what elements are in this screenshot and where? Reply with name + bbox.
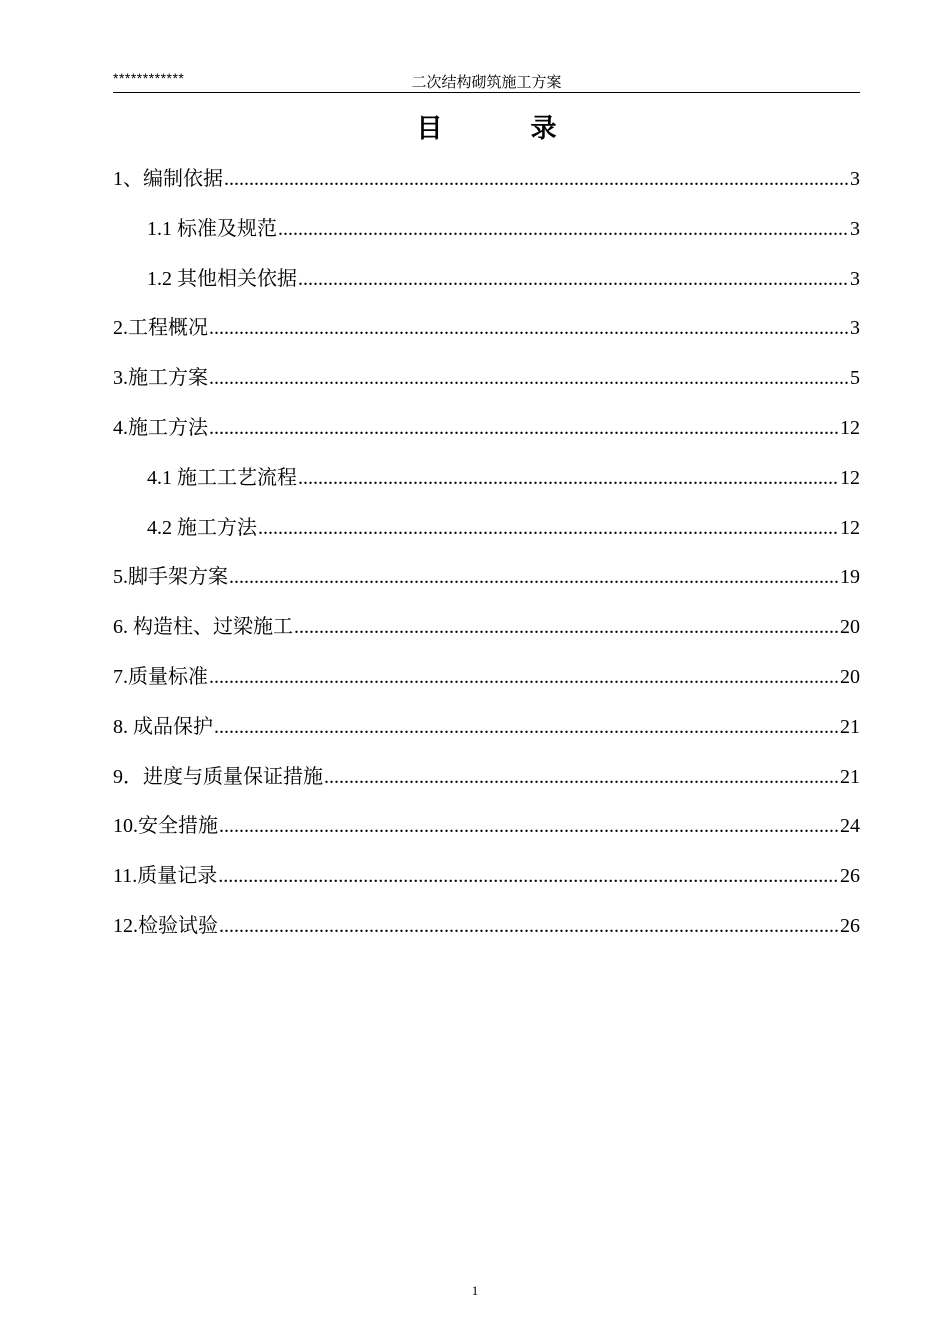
toc-entry-5[interactable] (113, 560, 860, 610)
toc-entry-page: 21 (840, 715, 860, 738)
toc-dot-leader (224, 168, 849, 191)
toc-entry-page: 21 (840, 765, 860, 788)
toc-dot-leader (209, 317, 849, 340)
toc-dot-leader (298, 268, 849, 291)
toc-dot-leader (294, 616, 839, 639)
toc-dot-leader (218, 865, 839, 888)
toc-dot-leader (258, 517, 839, 540)
toc-entry-11[interactable] (113, 859, 860, 909)
toc-entry-10[interactable] (113, 809, 860, 859)
toc-dot-leader (324, 766, 839, 789)
toc-entry-8[interactable] (113, 710, 860, 760)
toc-entry-2[interactable] (113, 311, 860, 361)
toc-entry-1-2[interactable] (113, 262, 860, 312)
toc-entry-page: 20 (840, 616, 860, 639)
toc-entry-4-1[interactable] (113, 461, 860, 511)
toc-entry-page: 12 (840, 516, 860, 539)
toc-entry-page: 20 (840, 665, 860, 688)
toc-entry-4[interactable] (113, 411, 860, 461)
toc-dot-leader (298, 467, 839, 490)
toc-dot-leader (219, 915, 839, 938)
toc-entry-label: 11.质量记录 (113, 865, 218, 888)
toc-entry-label: 1.1 标准及规范 (147, 217, 277, 240)
toc-entry-label: 7.质量标准 (113, 665, 208, 688)
header-title: 二次结构砌筑施工方案 (411, 73, 562, 91)
toc-entry-label: 4.1 施工工艺流程 (147, 466, 297, 489)
toc-entry-page: 3 (850, 267, 860, 290)
page-number: 1 (471, 1283, 479, 1298)
toc-entry-page: 24 (840, 815, 860, 838)
toc-entry-label: 4.施工方法 (113, 416, 208, 439)
table-of-contents (113, 162, 860, 959)
toc-entry-12[interactable] (113, 909, 860, 959)
toc-dot-leader (209, 417, 839, 440)
toc-entry-label: 2.工程概况 (113, 317, 208, 340)
toc-dot-leader (229, 566, 839, 589)
toc-entry-page: 12 (840, 466, 860, 489)
toc-entry-7[interactable] (113, 660, 860, 710)
toc-entry-1[interactable] (113, 162, 860, 212)
toc-entry-page: 3 (850, 217, 860, 240)
toc-entry-1-1[interactable] (113, 212, 860, 262)
toc-entry-4-2[interactable] (113, 511, 860, 561)
toc-entry-label: 9．进度与质量保证措施 (113, 765, 323, 788)
toc-entry-page: 19 (840, 566, 860, 589)
header-left-text: ************ (113, 70, 185, 86)
toc-dot-leader (214, 716, 839, 739)
toc-entry-label: 1.2 其他相关依据 (147, 267, 297, 290)
toc-entry-label: 6. 构造柱、过梁施工 (113, 616, 293, 639)
toc-entry-page: 12 (840, 416, 860, 439)
toc-dot-leader (209, 666, 839, 689)
toc-title-part1: 目 (416, 114, 443, 144)
toc-title (113, 108, 860, 145)
toc-entry-label: 3.施工方案 (113, 367, 208, 390)
toc-entry-page: 3 (850, 317, 860, 340)
toc-entry-label: 4.2 施工方法 (147, 516, 257, 539)
page-header (113, 68, 860, 93)
toc-dot-leader (219, 815, 839, 838)
toc-dot-leader (278, 218, 849, 241)
toc-entry-page: 26 (840, 865, 860, 888)
toc-entry-page: 3 (850, 168, 860, 190)
toc-entry-label: 10.安全措施 (113, 815, 218, 838)
toc-entry-label: 5.脚手架方案 (113, 566, 228, 589)
toc-entry-6[interactable] (113, 610, 860, 660)
toc-title-part2: 录 (530, 114, 557, 144)
toc-entry-label: 8. 成品保护 (113, 715, 213, 738)
toc-entry-label: 12.检验试验 (113, 914, 218, 937)
toc-entry-page: 5 (850, 367, 860, 390)
toc-entry-label: 1、编制依据 (113, 168, 223, 190)
toc-entry-3[interactable] (113, 361, 860, 411)
toc-dot-leader (209, 367, 849, 390)
toc-entry-9[interactable] (113, 760, 860, 810)
toc-entry-page: 26 (840, 914, 860, 937)
